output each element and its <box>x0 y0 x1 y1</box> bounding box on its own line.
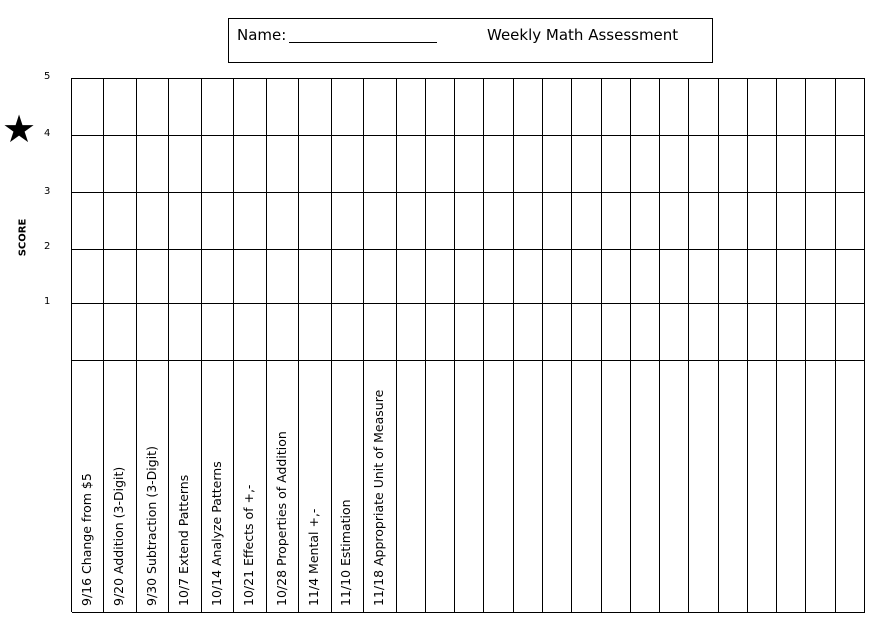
score-cell[interactable] <box>234 250 266 304</box>
score-cell[interactable] <box>719 250 748 304</box>
page-title: Weekly Math Assessment <box>487 26 679 44</box>
score-cell[interactable] <box>748 136 777 193</box>
score-cell[interactable] <box>397 304 426 361</box>
score-cell[interactable] <box>836 250 865 304</box>
score-cell[interactable] <box>806 136 835 193</box>
y-tick-5: 5 <box>44 71 51 82</box>
score-cell[interactable] <box>267 250 299 304</box>
score-cell[interactable] <box>299 250 331 304</box>
score-cell[interactable] <box>631 304 660 361</box>
score-cell[interactable] <box>332 136 364 193</box>
assessment-label-cell <box>514 361 543 613</box>
score-cell[interactable] <box>169 304 201 361</box>
score-cell[interactable] <box>719 79 748 136</box>
score-cell[interactable] <box>137 79 169 136</box>
score-cell[interactable] <box>72 250 104 304</box>
score-cell[interactable] <box>689 79 718 136</box>
score-cell[interactable] <box>104 193 136 250</box>
assessment-label-cell <box>397 361 426 613</box>
score-cell[interactable] <box>364 136 396 193</box>
score-cell[interactable] <box>426 250 455 304</box>
score-cell[interactable] <box>514 136 543 193</box>
score-cell[interactable] <box>137 136 169 193</box>
score-cell[interactable] <box>267 193 299 250</box>
score-cell[interactable] <box>169 250 201 304</box>
score-cell[interactable] <box>234 193 266 250</box>
score-cell[interactable] <box>455 193 484 250</box>
assessment-label-cell <box>719 361 748 613</box>
score-cell[interactable] <box>748 304 777 361</box>
score-cell[interactable] <box>484 304 513 361</box>
score-cell[interactable] <box>514 79 543 136</box>
score-cell[interactable] <box>299 304 331 361</box>
score-cell[interactable] <box>719 136 748 193</box>
y-axis-label: SCORE <box>17 218 29 257</box>
assessment-label-cell <box>660 361 689 613</box>
score-cell[interactable] <box>836 136 865 193</box>
score-cell[interactable] <box>169 79 201 136</box>
score-cell[interactable] <box>719 304 748 361</box>
score-cell[interactable] <box>748 193 777 250</box>
score-cell[interactable] <box>806 79 835 136</box>
assessment-label: 9/16 Change from $5 <box>78 473 94 606</box>
assessment-label: 10/28 Properties of Addition <box>273 431 289 606</box>
score-cell[interactable] <box>397 79 426 136</box>
score-cell[interactable] <box>332 193 364 250</box>
score-cell[interactable] <box>543 250 572 304</box>
score-cell[interactable] <box>137 250 169 304</box>
score-cell[interactable] <box>234 79 266 136</box>
score-cell[interactable] <box>299 79 331 136</box>
score-cell[interactable] <box>572 250 601 304</box>
assessment-label-cell <box>806 361 835 613</box>
score-cell[interactable] <box>332 250 364 304</box>
score-cell[interactable] <box>104 250 136 304</box>
score-cell[interactable] <box>543 136 572 193</box>
assessment-label-cell <box>104 361 136 613</box>
score-cell[interactable] <box>777 136 806 193</box>
score-cell[interactable] <box>806 304 835 361</box>
score-cell[interactable] <box>484 193 513 250</box>
assessment-label: 11/10 Estimation <box>338 499 354 606</box>
assessment-label: 9/30 Subtraction (3-Digit) <box>143 446 159 606</box>
score-cell[interactable] <box>572 136 601 193</box>
score-cell[interactable] <box>397 193 426 250</box>
score-cell[interactable] <box>719 193 748 250</box>
score-cell[interactable] <box>72 79 104 136</box>
score-cell[interactable] <box>631 193 660 250</box>
score-cell[interactable] <box>836 79 865 136</box>
assessment-label-cell <box>455 361 484 613</box>
score-cell[interactable] <box>660 79 689 136</box>
score-cell[interactable] <box>543 193 572 250</box>
score-cell[interactable] <box>514 193 543 250</box>
score-cell[interactable] <box>602 250 631 304</box>
assessment-label-cell <box>543 361 572 613</box>
score-cell[interactable] <box>299 193 331 250</box>
score-cell[interactable] <box>602 193 631 250</box>
score-cell[interactable] <box>104 136 136 193</box>
score-cell[interactable] <box>137 193 169 250</box>
score-cell[interactable] <box>689 304 718 361</box>
score-cell[interactable] <box>689 250 718 304</box>
score-cell[interactable] <box>169 193 201 250</box>
score-cell[interactable] <box>806 193 835 250</box>
score-cell[interactable] <box>660 193 689 250</box>
score-cell[interactable] <box>104 79 136 136</box>
y-tick-4: 4 <box>44 128 51 139</box>
y-tick-2: 2 <box>44 241 51 252</box>
score-cell[interactable] <box>484 250 513 304</box>
score-cell[interactable] <box>602 304 631 361</box>
score-cell[interactable] <box>748 250 777 304</box>
score-cell[interactable] <box>572 304 601 361</box>
assessment-label-cell <box>72 361 104 613</box>
score-cell[interactable] <box>397 250 426 304</box>
score-cell[interactable] <box>455 304 484 361</box>
score-cell[interactable] <box>660 304 689 361</box>
score-cell[interactable] <box>364 79 396 136</box>
assessment-label: 11/18 Appropriate Unit of Measure <box>370 389 386 606</box>
score-cell[interactable] <box>202 79 234 136</box>
score-cell[interactable] <box>572 193 601 250</box>
score-cell[interactable] <box>137 304 169 361</box>
star-icon: ★ <box>2 107 37 151</box>
score-cell[interactable] <box>426 79 455 136</box>
assessment-label: 10/21 Effects of +,- <box>241 484 257 606</box>
score-cell[interactable] <box>234 136 266 193</box>
assessment-label-cell <box>332 361 364 613</box>
score-cell[interactable] <box>631 79 660 136</box>
score-cell[interactable] <box>364 193 396 250</box>
assessment-label-cell <box>364 361 396 613</box>
score-cell[interactable] <box>631 136 660 193</box>
score-cell[interactable] <box>364 304 396 361</box>
score-cell[interactable] <box>748 79 777 136</box>
score-cell[interactable] <box>332 304 364 361</box>
score-cell[interactable] <box>455 79 484 136</box>
score-cell[interactable] <box>660 136 689 193</box>
score-cell[interactable] <box>777 304 806 361</box>
score-cell[interactable] <box>689 136 718 193</box>
score-cell[interactable] <box>234 304 266 361</box>
score-grid <box>71 78 865 612</box>
score-cell[interactable] <box>806 250 835 304</box>
score-cell[interactable] <box>484 79 513 136</box>
assessment-label: 10/7 Extend Patterns <box>176 474 192 606</box>
name-field[interactable] <box>289 42 437 43</box>
score-cell[interactable] <box>689 193 718 250</box>
assessment-label-cell <box>267 361 299 613</box>
score-cell[interactable] <box>777 79 806 136</box>
score-cell[interactable] <box>426 193 455 250</box>
score-cell[interactable] <box>202 304 234 361</box>
score-cell[interactable] <box>104 304 136 361</box>
assessment-label-cell <box>426 361 455 613</box>
assessment-label-cell <box>202 361 234 613</box>
score-cell[interactable] <box>514 304 543 361</box>
score-cell[interactable] <box>543 304 572 361</box>
assessment-label-cell <box>234 361 266 613</box>
y-tick-3: 3 <box>44 186 51 197</box>
score-cell[interactable] <box>72 136 104 193</box>
score-cell[interactable] <box>602 136 631 193</box>
score-cell[interactable] <box>660 250 689 304</box>
assessment-label: 11/4 Mental +,- <box>306 508 321 606</box>
score-cell[interactable] <box>72 193 104 250</box>
assessment-label-cell <box>689 361 718 613</box>
assessment-label-cell <box>602 361 631 613</box>
score-cell[interactable] <box>602 79 631 136</box>
score-cell[interactable] <box>455 136 484 193</box>
assessment-label-cell <box>137 361 169 613</box>
score-cell[interactable] <box>332 79 364 136</box>
score-cell[interactable] <box>202 136 234 193</box>
assessment-label-cell <box>748 361 777 613</box>
assessment-label-cell <box>169 361 201 613</box>
score-cell[interactable] <box>267 304 299 361</box>
score-cell[interactable] <box>514 250 543 304</box>
score-cell[interactable] <box>267 136 299 193</box>
assessment-label-cell <box>484 361 513 613</box>
score-cell[interactable] <box>426 136 455 193</box>
score-cell[interactable] <box>202 250 234 304</box>
score-cell[interactable] <box>836 304 865 361</box>
assessment-label-cell <box>299 361 331 613</box>
assessment-label-cell <box>572 361 601 613</box>
score-cell[interactable] <box>777 250 806 304</box>
score-cell[interactable] <box>364 250 396 304</box>
score-cell[interactable] <box>836 193 865 250</box>
y-tick-1: 1 <box>44 296 51 307</box>
score-cell[interactable] <box>397 136 426 193</box>
score-cell[interactable] <box>202 193 234 250</box>
score-cell[interactable] <box>631 250 660 304</box>
name-label: Name: <box>237 26 287 44</box>
score-cell[interactable] <box>777 193 806 250</box>
assessment-label: 10/14 Analyze Patterns <box>208 461 224 606</box>
score-cell[interactable] <box>455 250 484 304</box>
score-cell[interactable] <box>572 79 601 136</box>
assessment-label-cell <box>777 361 806 613</box>
score-cell[interactable] <box>299 136 331 193</box>
score-cell[interactable] <box>484 136 513 193</box>
score-cell[interactable] <box>543 79 572 136</box>
score-cell[interactable] <box>426 304 455 361</box>
header-box <box>228 18 713 63</box>
assessment-label-cell <box>631 361 660 613</box>
score-cell[interactable] <box>72 304 104 361</box>
score-cell[interactable] <box>169 136 201 193</box>
score-cell[interactable] <box>267 79 299 136</box>
assessment-label-cell <box>836 361 865 613</box>
assessment-label: 9/20 Addition (3-Digit) <box>111 466 127 606</box>
